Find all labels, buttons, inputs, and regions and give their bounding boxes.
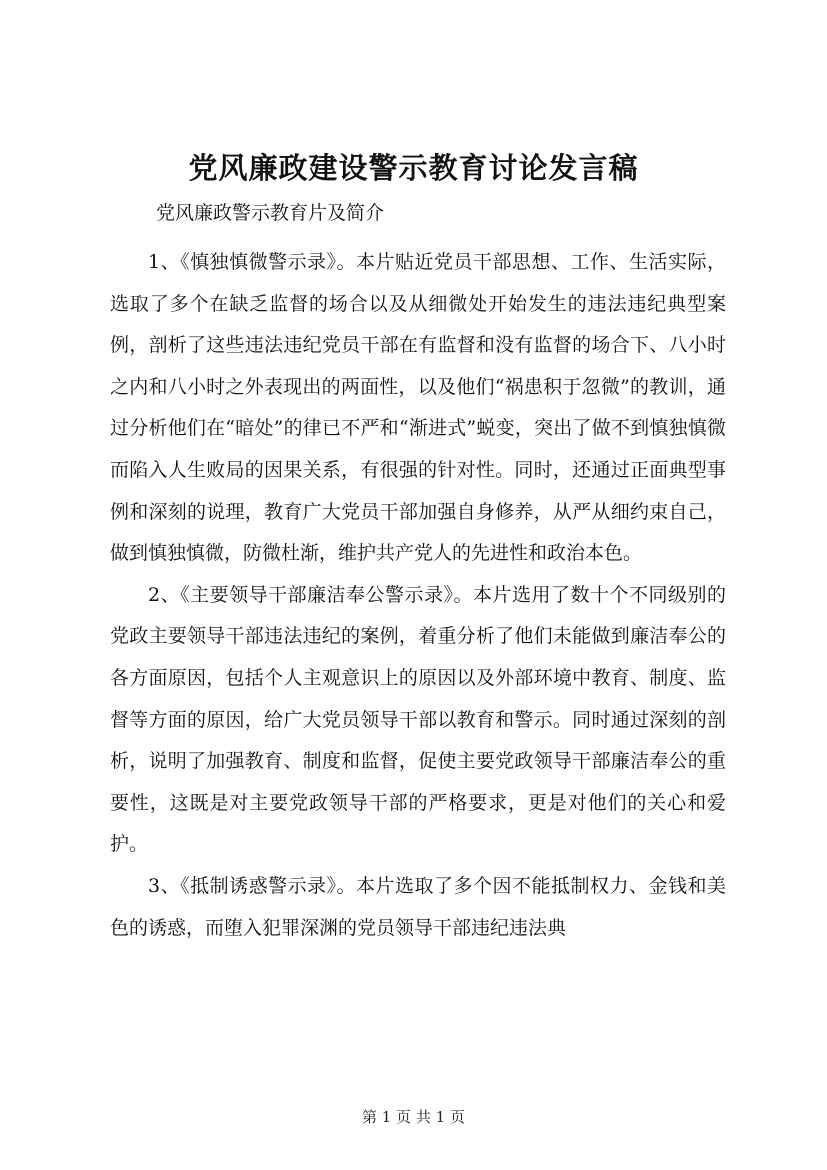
paragraph: 2、《主要领导干部廉洁奉公警示录》。本片选用了数十个不同级别的党政主要领导干部违法违纪的案例，着重分析了他们未能做到廉洁奉公的各方面原因，包括个人主观意识上的原因以及外部环境中教育、制度、监督等方面的原因，给广大党员领导干部以教育和警示。同时通过深刻的剖析，说明了加强教育、制度和监督，促使主要党政领导干部廉洁奉公的重要性，这既是对主要党政领导干部的严格要求，更是对他们的关心和爱护。	[110, 583, 726, 856]
document-body	[110, 242, 726, 949]
document-title: 党风廉政建设警示教育讨论发言稿	[188, 151, 639, 185]
page-number-footer: 第 1 页 共 1 页	[362, 1108, 465, 1126]
document-subtitle: 党风廉政警示教育片及简介	[156, 202, 385, 224]
paragraph: 1、《慎独慎微警示录》。本片贴近党员干部思想、工作、生活实际，选取了多个在缺乏监督的场合以及从细微处开始发生的违法违纪典型案例，剖析了这些违法违纪党员干部在有监督和没有监督的场合下、八小时之内和八小时之外表现出的两面性，以及他们“祸患积于忽微”的教训，通过分析他们在“暗处”的律已不严和“渐进式”蜕变，突出了做不到慎独慎微而陷入人生败局的因果关系，有很强的针对性。同时，还通过正面典型事例和深刻的说理，教育广大党员干部加强自身修养，从严从细约束自己，做到慎独慎微，防微杜渐，维护共产党人的先进性和政治本色。	[110, 251, 726, 565]
paragraph: 3、《抵制诱惑警示录》。本片选取了多个因不能抵制权力、金钱和美色的诱惑，而堕入犯罪深渊的党员领导干部违纪违法典	[110, 874, 726, 939]
